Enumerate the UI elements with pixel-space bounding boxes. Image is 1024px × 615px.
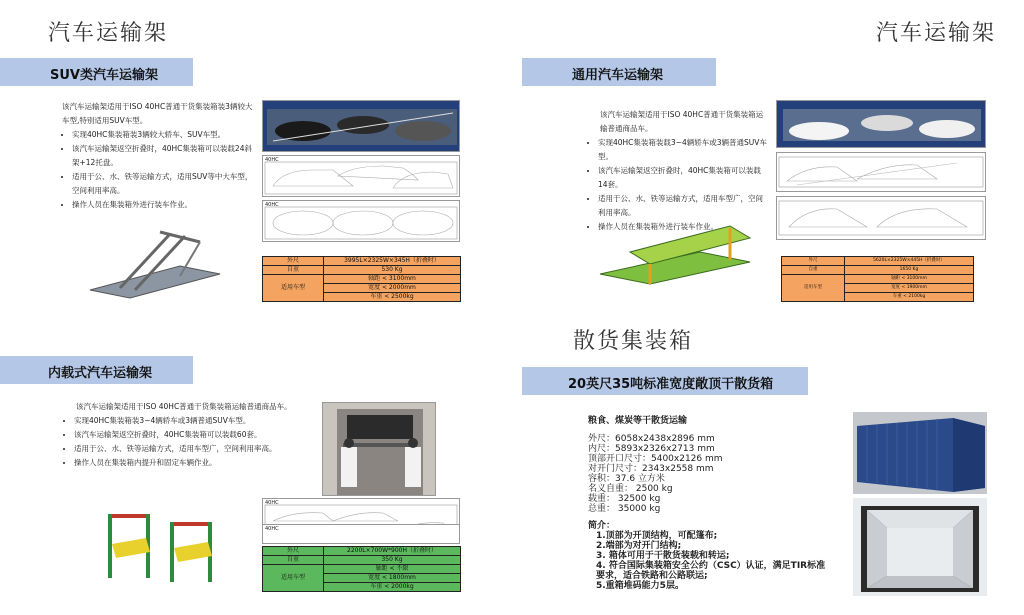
suv-bullet: • 操作人员在集装箱外进行装车作业。 <box>72 198 258 212</box>
spec-value: 轴距 < 3100mm <box>845 275 974 284</box>
bulk-spec-line: 内尺：5893x2326x2713 mm <box>588 444 715 454</box>
spec-value: 5620L×2325W×445H（折叠时） <box>845 257 974 266</box>
bulk-spec-line: 外尺：6058x2438x2896 mm <box>588 434 715 444</box>
spec-value: 轴距 < 3100mm <box>324 275 461 284</box>
bulk-spec-line: 对开门尺寸：2343x2558 mm <box>588 464 714 474</box>
blue-container-image <box>853 412 987 494</box>
general-bullet: • 实现40HC集装箱装载3~4辆轿车或3辆普通SUV车型。 <box>598 136 770 164</box>
suv-plan-view-drawing <box>263 201 459 241</box>
inner-bullet: • 该汽车运输架返空折叠时，40HC集装箱可以装载60套。 <box>74 428 320 442</box>
general-bullet: • 操作人员在集装箱外进行装车作业。 <box>598 220 770 234</box>
spec-value: 宽度 < 1900mm <box>845 284 974 293</box>
suv-drawing-top <box>262 155 460 197</box>
right-page-title: 汽车运输架 <box>876 21 997 46</box>
left-page-title: 汽车运输架 <box>48 21 169 46</box>
bulk-brief-item: 5.重箱堆码能力5层。 <box>596 581 684 591</box>
drawing-label: 40HC <box>265 526 279 532</box>
spec-value: 轴距 < 不限 <box>324 565 461 574</box>
inner-rack-render <box>100 508 230 584</box>
spec-value: 宽度 < 1800mm <box>324 574 461 583</box>
spec-value: 车重 < 2500kg <box>324 293 461 302</box>
bulk-band <box>522 367 808 395</box>
general-bullet: • 该汽车运输架返空折叠时，40HC集装箱可以装载14套。 <box>598 164 770 192</box>
general-section-band <box>522 58 716 86</box>
inner-rack-image <box>100 508 230 584</box>
suv-description <box>62 100 258 212</box>
bulk-spec-line: 顶部开口尺寸：5400x2126 mm <box>588 454 723 464</box>
bulk-brief-item: 2.端部为对开门结构; <box>596 541 682 551</box>
bulk-brief-item: 4. 符合国际集装箱安全公约（CSC）认证，满足TIR标准要求，适合铁路和公路联运; <box>596 561 826 581</box>
general-drawing-2 <box>776 196 986 240</box>
open-top-container-image <box>853 498 987 596</box>
general-intro: 该汽车运输架适用于ISO 40HC普通干货集装箱运输普通商品车。 <box>600 110 764 133</box>
general-drawing-1 <box>776 152 986 192</box>
inner-bullet: • 适用于公、水、铁等运输方式，适用车型广，空间利用率高。 <box>74 442 320 456</box>
spec-value: 车重 < 2100kg <box>845 293 974 302</box>
bulk-brief-label: 简介： <box>588 521 616 531</box>
general-side-view-drawing <box>777 153 985 191</box>
inner-description <box>64 400 320 470</box>
general-container-photo <box>776 100 986 148</box>
suv-spec-table <box>262 256 461 302</box>
spec-value: 1650 Kg <box>845 266 974 275</box>
drawing-label: 40HC <box>265 157 279 163</box>
inner-workers-image <box>323 403 436 496</box>
drawing-label: 40HC <box>265 500 279 506</box>
general-rack-image <box>590 222 760 288</box>
bulk-subtitle: 粮食、煤炭等干散货运输 <box>588 416 688 426</box>
suv-container-photo <box>262 100 460 152</box>
inner-container-photo <box>322 402 436 496</box>
suv-rack-image <box>80 228 230 300</box>
inner-spec-table <box>262 546 461 592</box>
spec-value: 2200L×700W*900H（折叠时） <box>324 547 461 556</box>
suv-bullet-list <box>62 128 258 212</box>
bulk-container-exterior-photo <box>853 412 987 494</box>
drawing-label: 40HC <box>265 202 279 208</box>
suv-side-view-drawing <box>263 156 459 196</box>
general-bullet: • 适用于公、水、铁等运输方式，适用车型广，空间利用率高。 <box>598 192 770 220</box>
spec-value: 3995L×2325W×345H（折叠时） <box>324 257 461 266</box>
suv-loaded-container-image <box>263 101 460 152</box>
general-plan-view-drawing <box>777 197 985 239</box>
spec-label: 适用车型 <box>263 565 324 592</box>
suv-section-band <box>0 58 193 86</box>
spec-value: 530 Kg <box>324 266 461 275</box>
spec-label: 外尺 <box>263 257 324 266</box>
spec-value: 宽度 < 2000mm <box>324 284 461 293</box>
inner-intro: 该汽车运输架适用于ISO 40HC普通干货集装箱运输普通商品车。 <box>76 402 292 411</box>
suv-section-title: SUV类汽车运输架 <box>50 68 158 83</box>
inner-section-title: 内载式汽车运输架 <box>48 366 153 381</box>
general-bullet-list <box>588 136 770 234</box>
spec-value: 车重 < 2000kg <box>324 583 461 592</box>
bulk-brief-item: 3. 箱体可用于干散货装载和转运; <box>596 551 730 561</box>
bulk-spec-line: 总重： 35000 kg <box>588 504 661 514</box>
spec-label: 适用车型 <box>263 275 324 302</box>
general-loaded-container-image <box>777 101 986 148</box>
bulk-brief <box>588 521 828 591</box>
general-description <box>588 108 770 234</box>
spec-label: 自重 <box>263 266 324 275</box>
spec-value: 350 Kg <box>324 556 461 565</box>
suv-bullet: • 适用于公、水、铁等运输方式，适用SUV等中大车型，空间利用率高。 <box>72 170 258 198</box>
bulk-spec-list <box>588 434 758 514</box>
suv-intro: 该汽车运输架适用于ISO 40HC普通干货集装箱装3辆较大车型,特别适用SUV车型。 <box>62 102 253 125</box>
bulk-band-title: 20英尺35吨标准宽度敞顶干散货箱 <box>568 377 774 392</box>
inner-bullet-list <box>64 414 320 470</box>
suv-rack-render <box>80 228 230 300</box>
bulk-spec-line: 名义自重： 2500 kg <box>588 484 673 494</box>
bulk-spec-line: 载重： 32500 kg <box>588 494 661 504</box>
inner-section-band <box>0 356 193 384</box>
general-spec-table <box>781 256 974 302</box>
inner-bullet: • 实现40HC集装箱装3~4辆轿车或3辆普通SUV车型。 <box>74 414 320 428</box>
general-rack-render <box>590 222 760 288</box>
bulk-spec-line: 容积：37.6 立方米 <box>588 474 665 484</box>
spec-label: 自重 <box>263 556 324 565</box>
spec-label: 外尺 <box>782 257 845 266</box>
spec-label: 适用车型 <box>782 275 845 302</box>
bulk-section-title: 散货集装箱 <box>573 329 694 354</box>
inner-drawing-bottom <box>262 524 460 544</box>
bulk-brief-item: 1.顶部为开顶结构，可配篷布; <box>596 531 718 541</box>
inner-bullet: • 操作人员在集装箱内提升和固定车辆作业。 <box>74 456 320 470</box>
spec-label: 自重 <box>782 266 845 275</box>
suv-drawing-bottom <box>262 200 460 242</box>
suv-bullet: • 实现40HC集装箱装3辆较大轿车、SUV车型。 <box>72 128 258 142</box>
general-section-title: 通用汽车运输架 <box>572 68 664 83</box>
bulk-container-interior-photo <box>853 498 987 596</box>
spec-label: 外尺 <box>263 547 324 556</box>
suv-bullet: • 该汽车运输架返空折叠时，40HC集装箱可以装载24斜架+12托盘。 <box>72 142 258 170</box>
